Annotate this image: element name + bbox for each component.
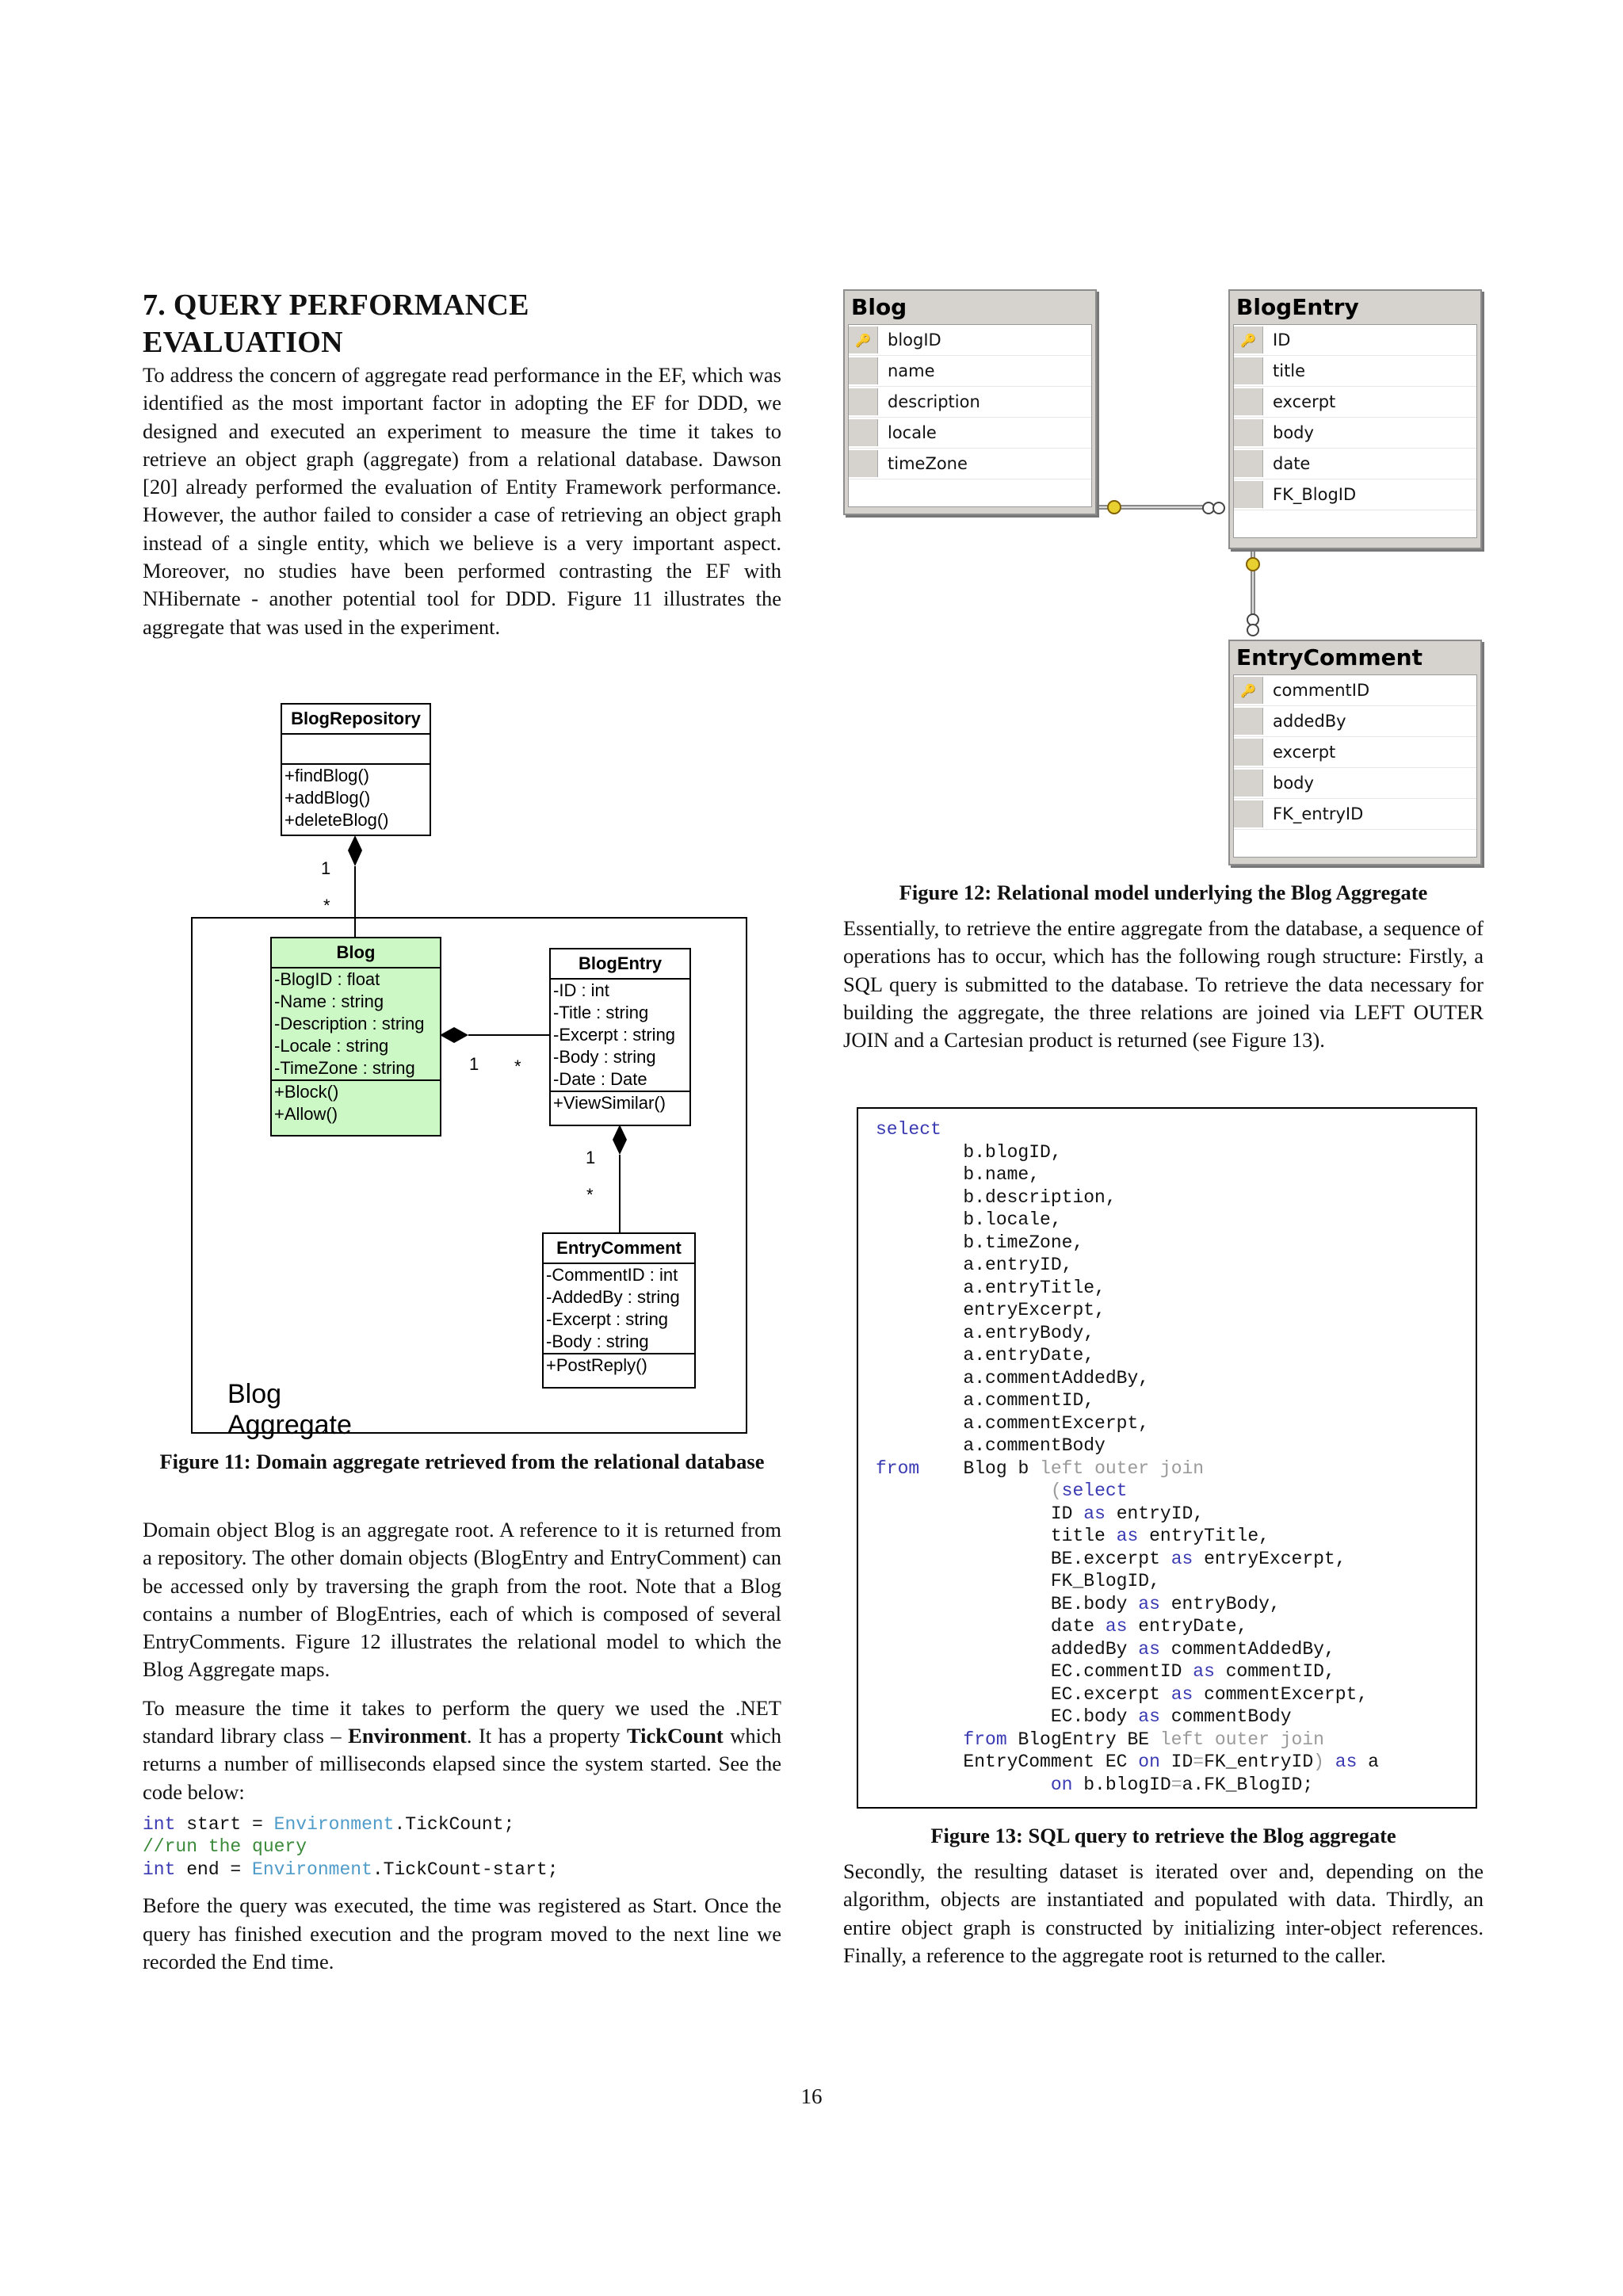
class-name: Blog (272, 938, 440, 968)
aggregate-root-paragraph: Domain object Blog is an aggregate root. A reference to it is returned from a repository. The other domain objects (BlogEntry and EntryComment) can be accessed only by traversing the graph from the root. Note that a Blog contains a number of BlogEntries, each of which is composed of several EntryComments. Figure 12 illustrates the relational model to which the Blog Aggregate maps. (143, 1518, 781, 1682)
figure11-caption-wrap (143, 1447, 781, 1476)
method-section: +findBlog() +addBlog() +deleteBlog() (285, 766, 389, 830)
table-row: date (1234, 449, 1476, 479)
attribute-section: -BlogID : float -Name : string -Description : string -Locale : string -TimeZone : string (272, 968, 440, 1081)
table-row: excerpt (1234, 737, 1476, 768)
blog-entry-class (549, 948, 691, 1126)
page-number: 16 (800, 2084, 823, 2108)
table-row: name (849, 356, 1091, 387)
table-name: EntryComment (1236, 644, 1423, 670)
essentially-paragraph: Essentially, to retrieve the entire aggregate from the database, a sequence of operations has to occur, which has the following rough structure: Firstly, a SQL query is submitted to the database. To retrieve the data necessary for building the aggregate, the three relations are joined via LEFT OUTER JOIN and a Cartesian product is returned (see Figure 13). (843, 916, 1484, 1052)
method-section: +PostReply() (546, 1355, 647, 1375)
class-name: BlogEntry (551, 949, 689, 980)
timing-code: int start = Environment.TickCount; //run the query int end = Environment.TickCount-start; (143, 1813, 559, 1880)
table-row: FK_BlogID (1234, 479, 1476, 510)
after-code-paragraph: Before the query was executed, the time was registered as Start. Once the query has finished execution and the program moved to the next line we recorded the End time. (143, 1893, 781, 1974)
table-row: body (1234, 418, 1476, 449)
measure-paragraph: To measure the time it takes to perform the query we used the .NET standard library class – Environment. It has a property TickCount which returns a number of milliseconds elapsed since the system started. See the code below: (143, 1695, 781, 1804)
attribute-section: -ID : int -Title : string -Excerpt : string -Body : string -Date : Date (551, 980, 689, 1092)
primary-key-icon: 🔑 (1234, 677, 1263, 704)
table-row: locale (849, 418, 1091, 449)
sql-code-box (857, 1107, 1477, 1809)
table-row: 🔑 blogID (849, 325, 1091, 356)
table-row: 🔑 commentID (1234, 675, 1476, 706)
mult-one-label: 1 (469, 1054, 479, 1074)
primary-key-icon: 🔑 (1234, 327, 1263, 353)
figure12-caption: Figure 12: Relational model underlying the Blog Aggregate (899, 881, 1428, 904)
key-icon (1247, 558, 1259, 571)
figure13-caption: Figure 13: SQL query to retrieve the Blog aggregate (930, 1824, 1396, 1847)
method-section: +Block() +Allow() (274, 1082, 339, 1124)
table-row: description (849, 387, 1091, 418)
blog-class (270, 937, 441, 1137)
table-row: addedBy (1234, 706, 1476, 737)
secondly-paragraph: Secondly, the resulting dataset is iterated over and, depending on the algorithm, objects are instantiated and populated with data. Thirdly, an entire object graph is constructed by initializing inter-object references. Finally, a reference to the aggregate root is returned to the caller. (843, 1859, 1484, 1967)
section-heading: 7. QUERY PERFORMANCE EVALUATION (143, 288, 529, 359)
table-row: 🔑 ID (1234, 325, 1476, 356)
table-row: excerpt (1234, 387, 1476, 418)
entry-comment-table (1228, 640, 1482, 865)
mult-many-label: * (323, 896, 330, 915)
entry-comment-class (542, 1232, 696, 1389)
table-name: Blog (851, 294, 907, 320)
blog-table (843, 289, 1097, 515)
table-row: FK_entryID (1234, 799, 1476, 830)
table-row: body (1234, 768, 1476, 799)
right-upper (843, 878, 1484, 1064)
class-name: BlogRepository (282, 705, 430, 735)
intro-paragraph: To address the concern of aggregate read performance in the EF, which was identified as the most important factor in adopting the EF for DDD, we designed and executed an experiment to measure the time it takes to retrieve an object graph (aggregate) from a relational database. Dawson [20] already performed the evaluation of Entity Framework performance. However, the author failed to consider a case of retrieving an object graph instead of a single entity, which we believe is a very important aspect. Moreover, no studies have been performed contrasting the EF with NHibernate - another potential tool for DDD. Figure 11 illustrates the aggregate that was used in the experiment. (143, 363, 781, 639)
sql-code: select b.blogID, b.name, b.description, b.locale, b.timeZone, a.entryID, a.entryTitle, entryExcerpt, a.entryBody, a.entryDate, a.commentAddedBy, a.commentID, a.commentExcerpt, a.commentBody from Blog b left outer join (select ID as entryID, title as entryTitle, BE.excerpt as entryExcerpt, FK_BlogID, BE.body as entryBody, date as entryDate, addedBy as commentAddedBy, EC.commentID as commentID, EC.excerpt as commentExcerpt, EC.body as commentBody from BlogEntry BE left outer join EntryComment EC on ID=FK_entryID) as a on b.blogID=a.FK_BlogID; (876, 1119, 1379, 1795)
table-name: BlogEntry (1236, 294, 1359, 320)
mult-one-label: 1 (321, 858, 331, 878)
right-lower (843, 1821, 1484, 1980)
attribute-section: -CommentID : int -AddedBy : string -Excerpt : string -Body : string (544, 1264, 694, 1354)
blog-entry-table (1228, 289, 1482, 549)
mult-many-label: * (514, 1056, 521, 1076)
class-name: EntryComment (544, 1234, 694, 1264)
left-column-lower (143, 1516, 781, 1986)
aggregate-label: Blog Aggregate (227, 1379, 352, 1440)
mult-many-label: * (586, 1185, 594, 1205)
table-row: title (1234, 356, 1476, 387)
mult-one-label: 1 (586, 1148, 596, 1167)
key-icon (1108, 501, 1121, 514)
table-row: timeZone (849, 449, 1091, 479)
method-section: +ViewSimilar() (553, 1093, 666, 1113)
figure11-caption: Figure 11: Domain aggregate retrieved from the relational database (159, 1450, 765, 1473)
primary-key-icon: 🔑 (849, 327, 878, 353)
